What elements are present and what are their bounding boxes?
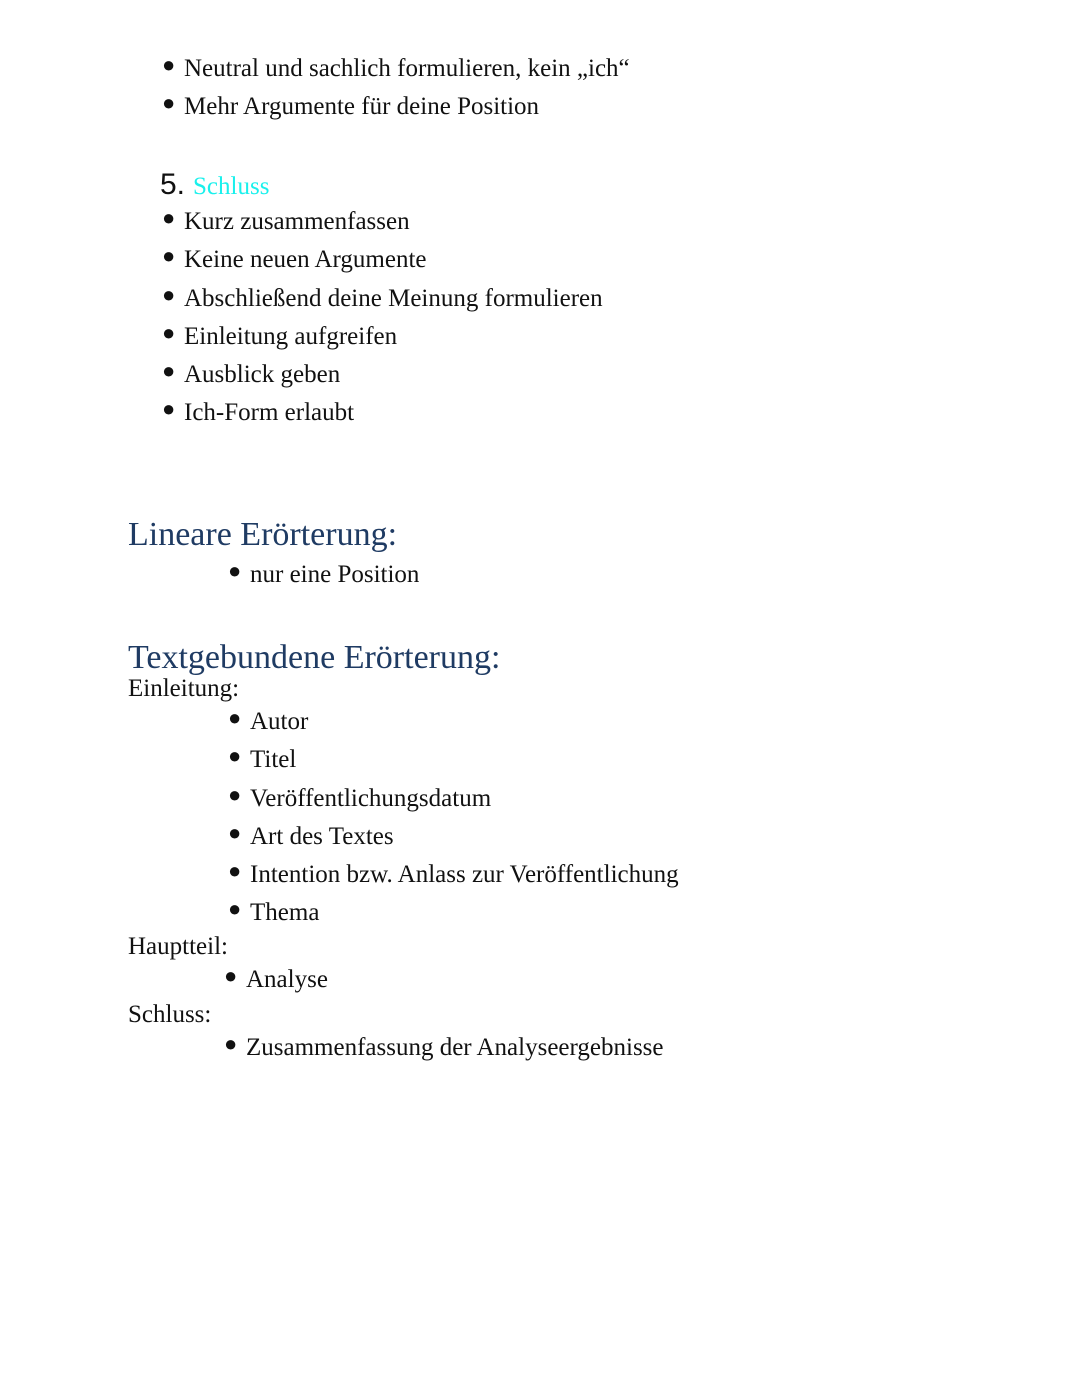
bullet-icon: ● <box>162 52 176 77</box>
bullet-list-einleitung <box>228 703 679 933</box>
section-number: 5. <box>160 168 186 201</box>
bullet-icon: ● <box>228 558 242 583</box>
list-item: ● Autor <box>250 703 679 741</box>
list-item: ● Abschließend deine Meinung formulieren <box>184 280 603 318</box>
bullet-icon: ● <box>162 243 176 269</box>
label-einleitung: Einleitung: <box>128 675 240 702</box>
bullet-icon: ● <box>224 963 238 988</box>
section-title: Schluss <box>193 173 270 200</box>
list-item: ● Titel <box>250 741 679 779</box>
heading-lineare-eroerterung: Lineare Erörterung: <box>128 516 398 553</box>
bullet-list-linear <box>228 556 420 594</box>
list-item: ● Neutral und sachlich formulieren, kein „ich“ <box>184 50 630 88</box>
list-item: ● Intention bzw. Anlass zur Veröffentlichung <box>250 856 679 894</box>
bullet-icon: ● <box>162 358 176 384</box>
list-item: ● nur eine Position <box>250 556 419 594</box>
bullet-list-hauptteil <box>224 961 328 999</box>
bullet-list-top <box>162 50 630 127</box>
bullet-icon: ● <box>224 1031 238 1056</box>
bullet-icon: ● <box>162 205 176 230</box>
list-item: ● Mehr Argumente für deine Position <box>184 88 630 126</box>
label-schluss: Schluss: <box>128 1001 212 1028</box>
label-hauptteil: Hauptteil: <box>128 933 228 960</box>
bullet-icon: ● <box>162 319 176 345</box>
bullet-icon: ● <box>228 743 242 769</box>
bullet-icon: ● <box>162 281 176 307</box>
bullet-icon: ● <box>228 781 242 807</box>
list-item: ● Keine neuen Argumente <box>184 241 603 279</box>
list-item: ● Zusammenfassung der Analyseergebnisse <box>246 1029 664 1067</box>
list-item: ● Art des Textes <box>250 818 679 856</box>
list-item: ● Veröffentlichungsdatum <box>250 780 679 818</box>
bullet-icon: ● <box>228 858 242 884</box>
bullet-icon: ● <box>228 819 242 845</box>
bullet-list-schluss <box>162 203 603 433</box>
list-item: ● Thema <box>250 894 679 932</box>
bullet-icon: ● <box>162 90 176 116</box>
list-item: ● Ich-Form erlaubt <box>184 394 603 432</box>
section-heading-schluss <box>160 168 269 208</box>
list-item: ● Kurz zusammenfassen <box>184 203 603 241</box>
bullet-list-schluss-textgebunden <box>224 1029 664 1067</box>
list-item: ● Analyse <box>246 961 328 999</box>
heading-textgebundene-eroerterung: Textgebundene Erörterung: <box>128 639 501 676</box>
bullet-icon: ● <box>228 705 242 730</box>
list-item: ● Ausblick geben <box>184 356 603 394</box>
bullet-icon: ● <box>162 396 176 422</box>
list-item: ● Einleitung aufgreifen <box>184 318 603 356</box>
bullet-icon: ● <box>228 896 242 922</box>
